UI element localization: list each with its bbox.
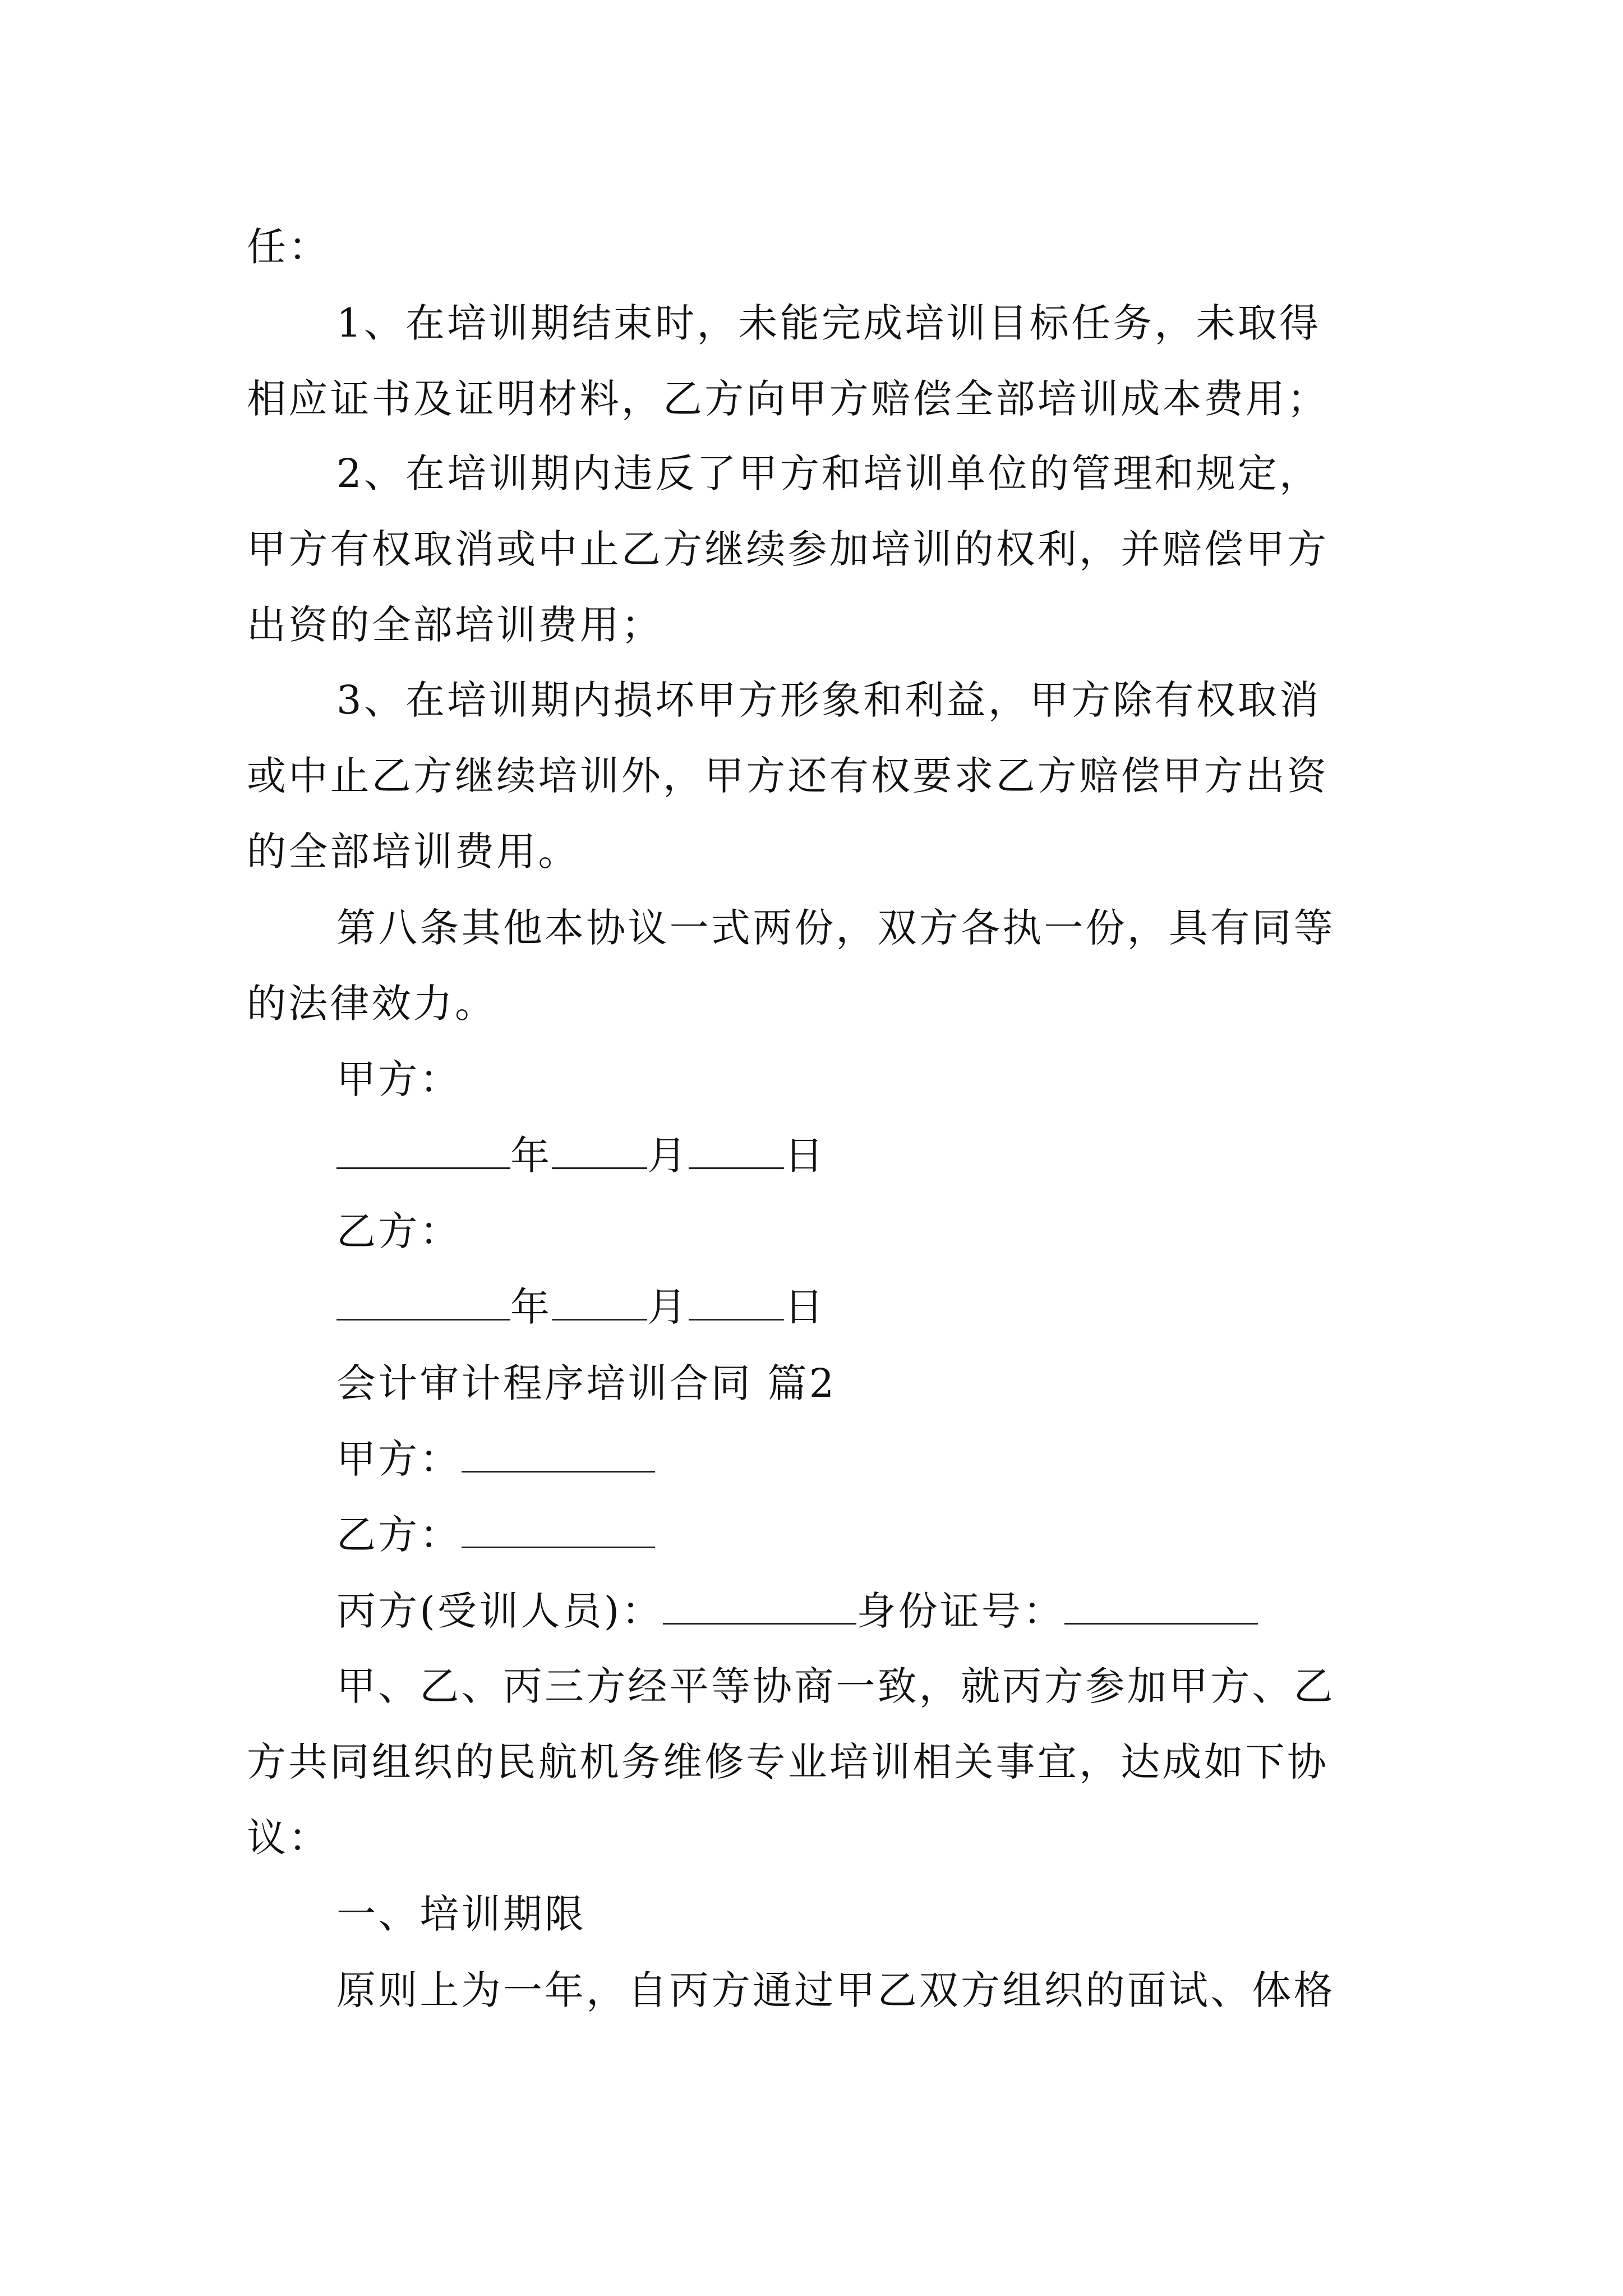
text-line: 1、在培训期结束时，未能完成培训目标任务，未取得 — [336, 300, 1321, 346]
text-line: 甲方有权取消或中止乙方继续参加培训的权利，并赔偿甲方 — [247, 526, 1329, 572]
month-blank — [552, 1282, 647, 1320]
text-line: 的全部培训费用。 — [247, 829, 580, 875]
year-blank — [336, 1130, 510, 1169]
month-blank — [552, 1130, 647, 1169]
year-blank — [336, 1282, 510, 1320]
contract-title: 会计审计程序培训合同 篇2 — [336, 1360, 837, 1406]
party-b-signature-label: 乙方： — [336, 1208, 462, 1254]
month-label: 月 — [647, 1284, 689, 1330]
day-label: 日 — [784, 1133, 826, 1179]
contract-party-c-label: 丙方(受训人员)： — [336, 1588, 663, 1634]
id-number-label: 身份证号： — [856, 1588, 1065, 1634]
text-line: 相应证书及证明材料，乙方向甲方赔偿全部培训成本费用； — [247, 376, 1329, 422]
day-blank — [689, 1130, 784, 1169]
contract-party-a-label: 甲方： — [336, 1436, 462, 1482]
text-line: 原则上为一年，自丙方通过甲乙双方组织的面试、体格 — [336, 1967, 1335, 2013]
contract-party-b-line — [336, 1508, 655, 1562]
text-line: 任： — [247, 224, 330, 270]
day-blank — [689, 1282, 784, 1320]
year-label: 年 — [510, 1133, 552, 1179]
text-line: 议： — [247, 1815, 330, 1861]
text-line: 出资的全部培训费用； — [247, 602, 663, 648]
text-line: 2、在培训期内违反了甲方和培训单位的管理和规定， — [336, 450, 1321, 496]
contract-party-a-line — [336, 1432, 655, 1486]
text-line: 甲、乙、丙三方经平等协商一致，就丙方参加甲方、乙 — [336, 1663, 1335, 1709]
section-heading: 一、培训期限 — [336, 1891, 587, 1937]
party-b-date-line — [336, 1280, 826, 1334]
contract-party-b-label: 乙方： — [336, 1512, 462, 1558]
contract-party-b-blank — [462, 1510, 655, 1548]
month-label: 月 — [647, 1133, 689, 1179]
text-line: 3、在培训期内损坏甲方形象和利益，甲方除有权取消 — [336, 677, 1321, 723]
text-line: 的法律效力。 — [247, 981, 497, 1027]
day-label: 日 — [784, 1284, 826, 1330]
text-line: 方共同组织的民航机务维修专业培训相关事宜，达成如下协 — [247, 1739, 1329, 1785]
contract-party-c-line — [336, 1584, 1258, 1638]
text-line: 第八条其他本协议一式两份，双方各执一份，具有同等 — [336, 905, 1335, 951]
contract-party-a-blank — [462, 1434, 655, 1473]
id-number-blank — [1064, 1586, 1258, 1625]
party-a-signature-label: 甲方： — [336, 1056, 462, 1102]
text-line: 或中止乙方继续培训外，甲方还有权要求乙方赔偿甲方出资 — [247, 753, 1329, 799]
year-label: 年 — [510, 1284, 552, 1330]
party-a-date-line — [336, 1129, 826, 1182]
contract-party-c-blank — [663, 1586, 856, 1625]
